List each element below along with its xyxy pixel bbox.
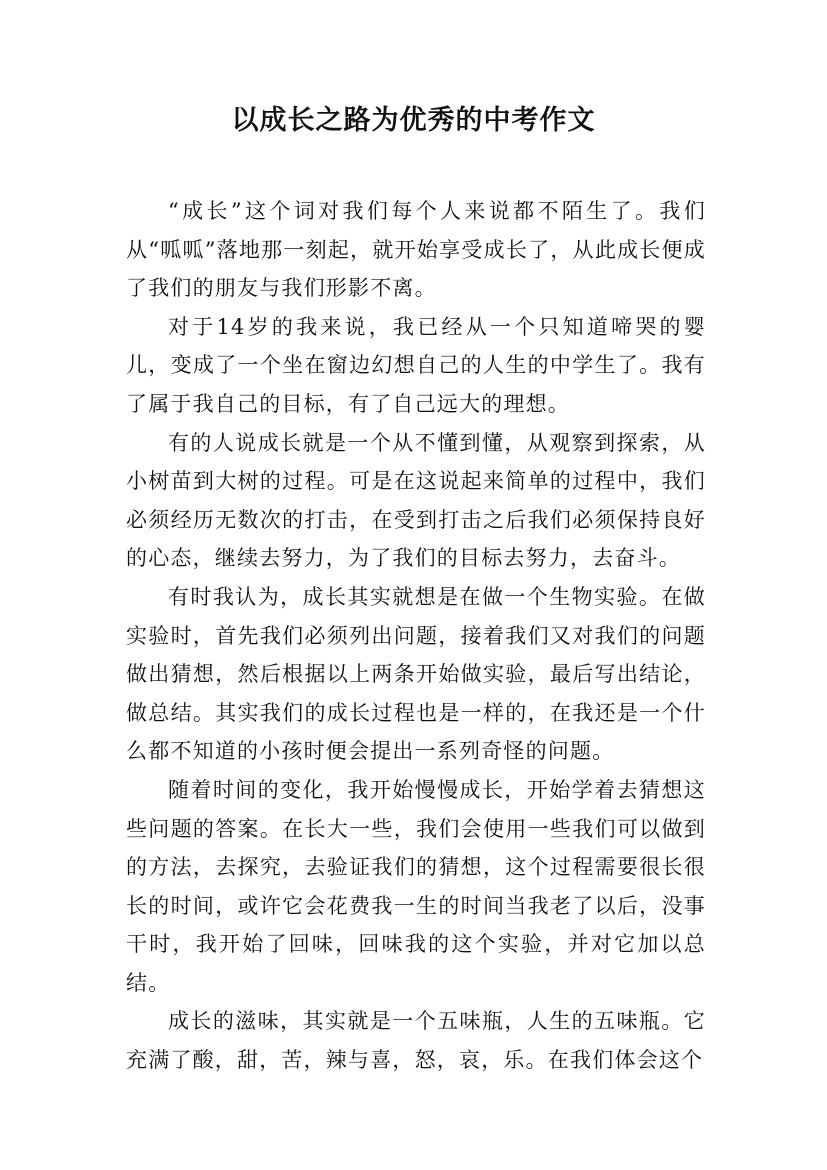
paragraph-2: 对于14岁的我来说，我已经从一个只知道啼哭的婴儿，变成了一个坐在窗边幻想自己的人生的中学生了。我有了属于我自己的目标，有了自己远大的理想。 xyxy=(126,314,706,416)
paragraph-3: 有的人说成长就是一个从不懂到懂，从观察到探索，从小树苗到大树的过程。可是在这说起来简单的过程中，我们必须经历无数次的打击，在受到打击之后我们必须保持良好的心态，继续去努力，为了我们的目标去努力，去奋斗。 xyxy=(126,430,706,571)
document-body xyxy=(126,192,706,1080)
document-title: 以成长之路为优秀的中考作文 xyxy=(231,105,596,136)
paragraph-6: 成长的滋味，其实就是一个五味瓶，人生的五味瓶。它充满了酸，甜，苦，辣与喜，怒，哀，乐。在我们体会这个 xyxy=(126,1009,706,1073)
paragraph-4: 有时我认为，成长其实就想是在做一个生物实验。在做实验时，首先我们必须列出问题，接着我们又对我们的问题做出猜想，然后根据以上两条开始做实验，最后写出结论，做总结。其实我们的成长过程也是一样的，在我还是一个什么都不知道的小孩时便会提出一系列奇怪的问题。 xyxy=(126,584,706,764)
paragraph-5: 随着时间的变化，我开始慢慢成长，开始学着去猜想这些问题的答案。在长大一些，我们会使用一些我们可以做到的方法，去探究，去验证我们的猜想，这个过程需要很长很长的时间，或许它会花费我一生的时间当我老了以后，没事干时，我开始了回味，回味我的这个实验，并对它加以总结。 xyxy=(126,777,706,995)
paragraph-1: “成长”这个词对我们每个人来说都不陌生了。我们从“呱呱”落地那一刻起，就开始享受成长了，从此成长便成了我们的朋友与我们形影不离。 xyxy=(126,199,706,301)
